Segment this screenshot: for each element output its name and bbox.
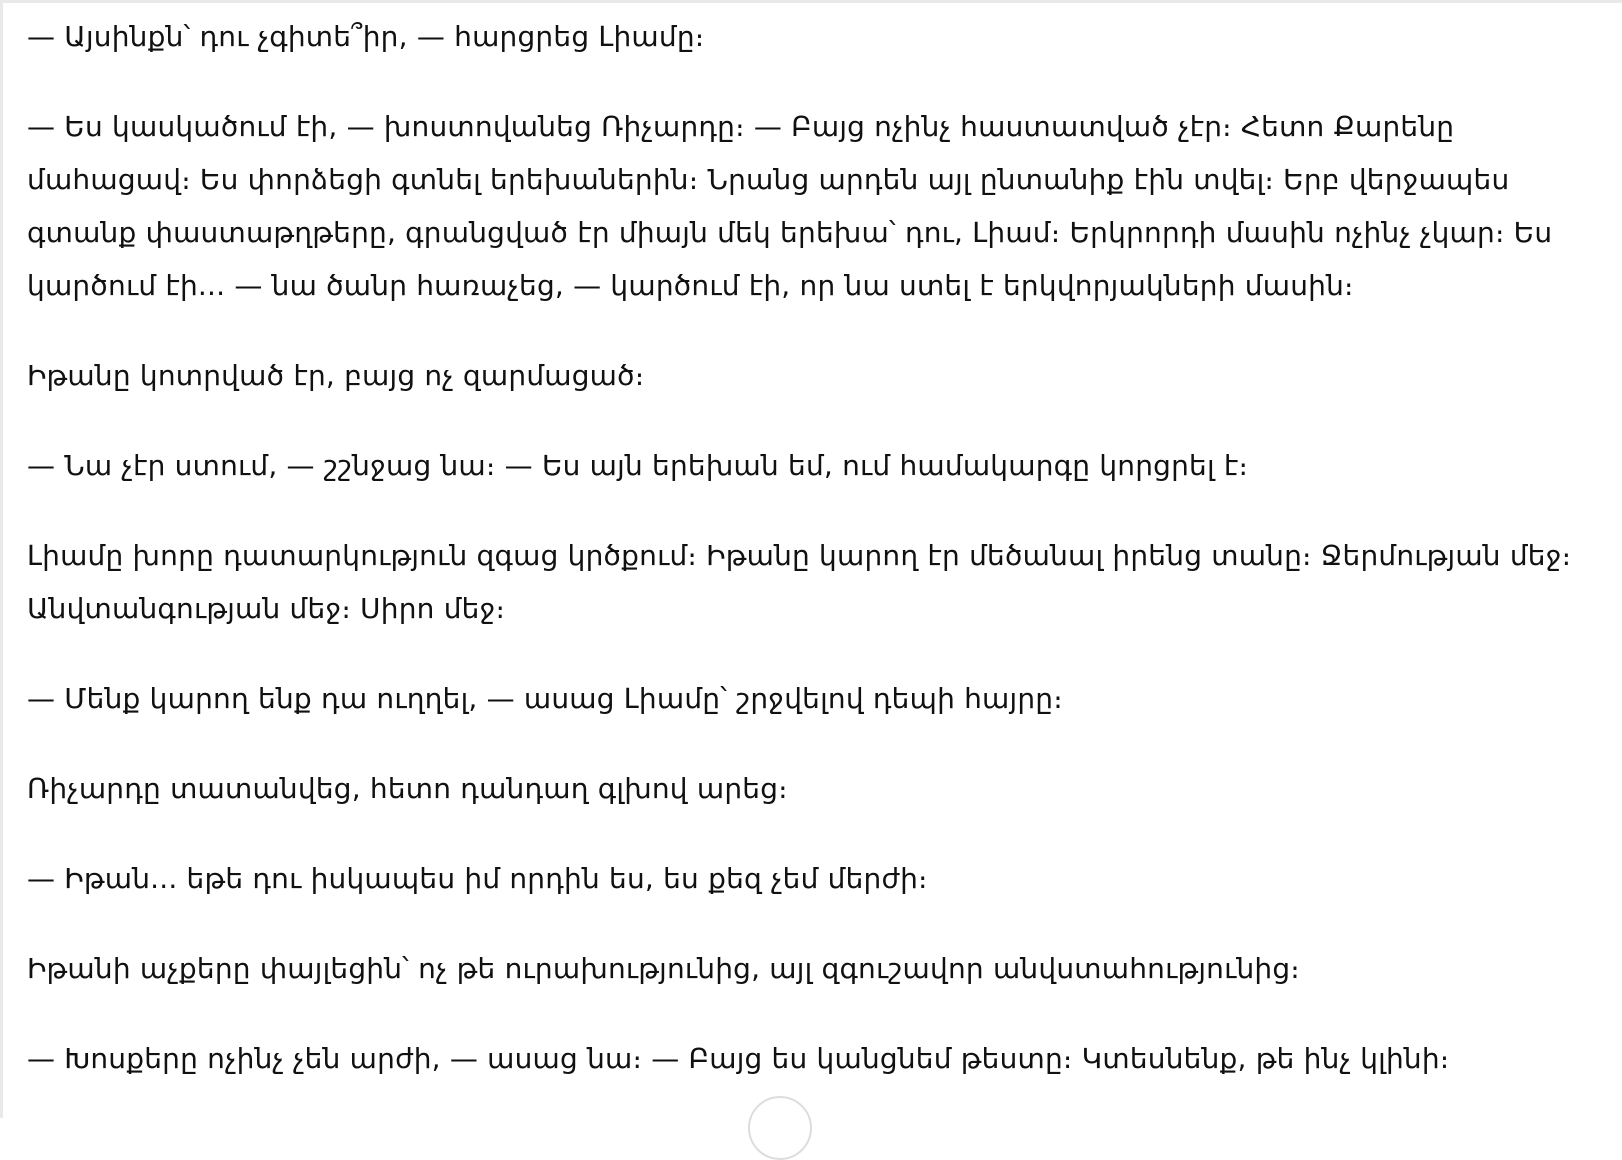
- scroll-down-button[interactable]: [748, 1096, 812, 1160]
- paragraph: Լիամը խորը դատարկություն զգաց կրծքում։ Իթանը կարող էր մեծանալ իրենց տանը։ Ջերմության մեջ։ Անվտանգության մեջ։ Սիրո մեջ։: [27, 539, 1572, 625]
- paragraph: — Իթան... եթե դու իսկապես իմ որդին ես, ես քեզ չեմ մերժի։: [27, 862, 928, 895]
- paragraph: — Այսինքն՝ դու չգիտե՞իր, — հարցրեց Լիամը։: [27, 20, 705, 53]
- paragraph: — Ես կասկածում էի, — խոստովանեց Ռիչարդը։ — Բայց ոչինչ հաստատված չէր։ Հետո Քարենը մահացավ։ Ես փորձեցի գտնել երեխաներին։ Նրանց արդեն այլ ընտանիք էին տվել։ Երբ վերջապես գտանք փաստաթղթերը, գրանցված էր միայն մեկ երեխա՝ դու, Լիամ։ Երկրորդի մասին ոչինչ չկար։ Ես կարծում էի... — նա ծանր հառաչեց, — կարծում էի, որ նա ստել է երկվորյակների մասին։: [27, 110, 1553, 302]
- paragraph: Իթանի աչքերը փայլեցին՝ ոչ թե ուրախությունից, այլ զգուշավոր անվստահությունից։: [27, 952, 1300, 985]
- paragraph: — Նա չէր ստում, — շշնջաց նա։ — Ես այն երեխան եմ, ում համակարգը կորցրել է։: [27, 449, 1249, 482]
- paragraph: Իթանը կոտրված էր, բայց ոչ զարմացած։: [27, 359, 645, 392]
- paragraph: — Մենք կարող ենք դա ուղղել, — ասաց Լիամը՝ շրջվելով դեպի հայրը։: [27, 682, 1063, 715]
- paragraph: Ռիչարդը տատանվեց, հետո դանդաղ գլխով արեց։: [27, 772, 788, 805]
- paragraph: — Խոսքերը ոչինչ չեն արժի, — ասաց նա։ — Բայց ես կանցնեմ թեստը։ Կտեսնենք, թե ինչ կլինի։: [27, 1042, 1450, 1075]
